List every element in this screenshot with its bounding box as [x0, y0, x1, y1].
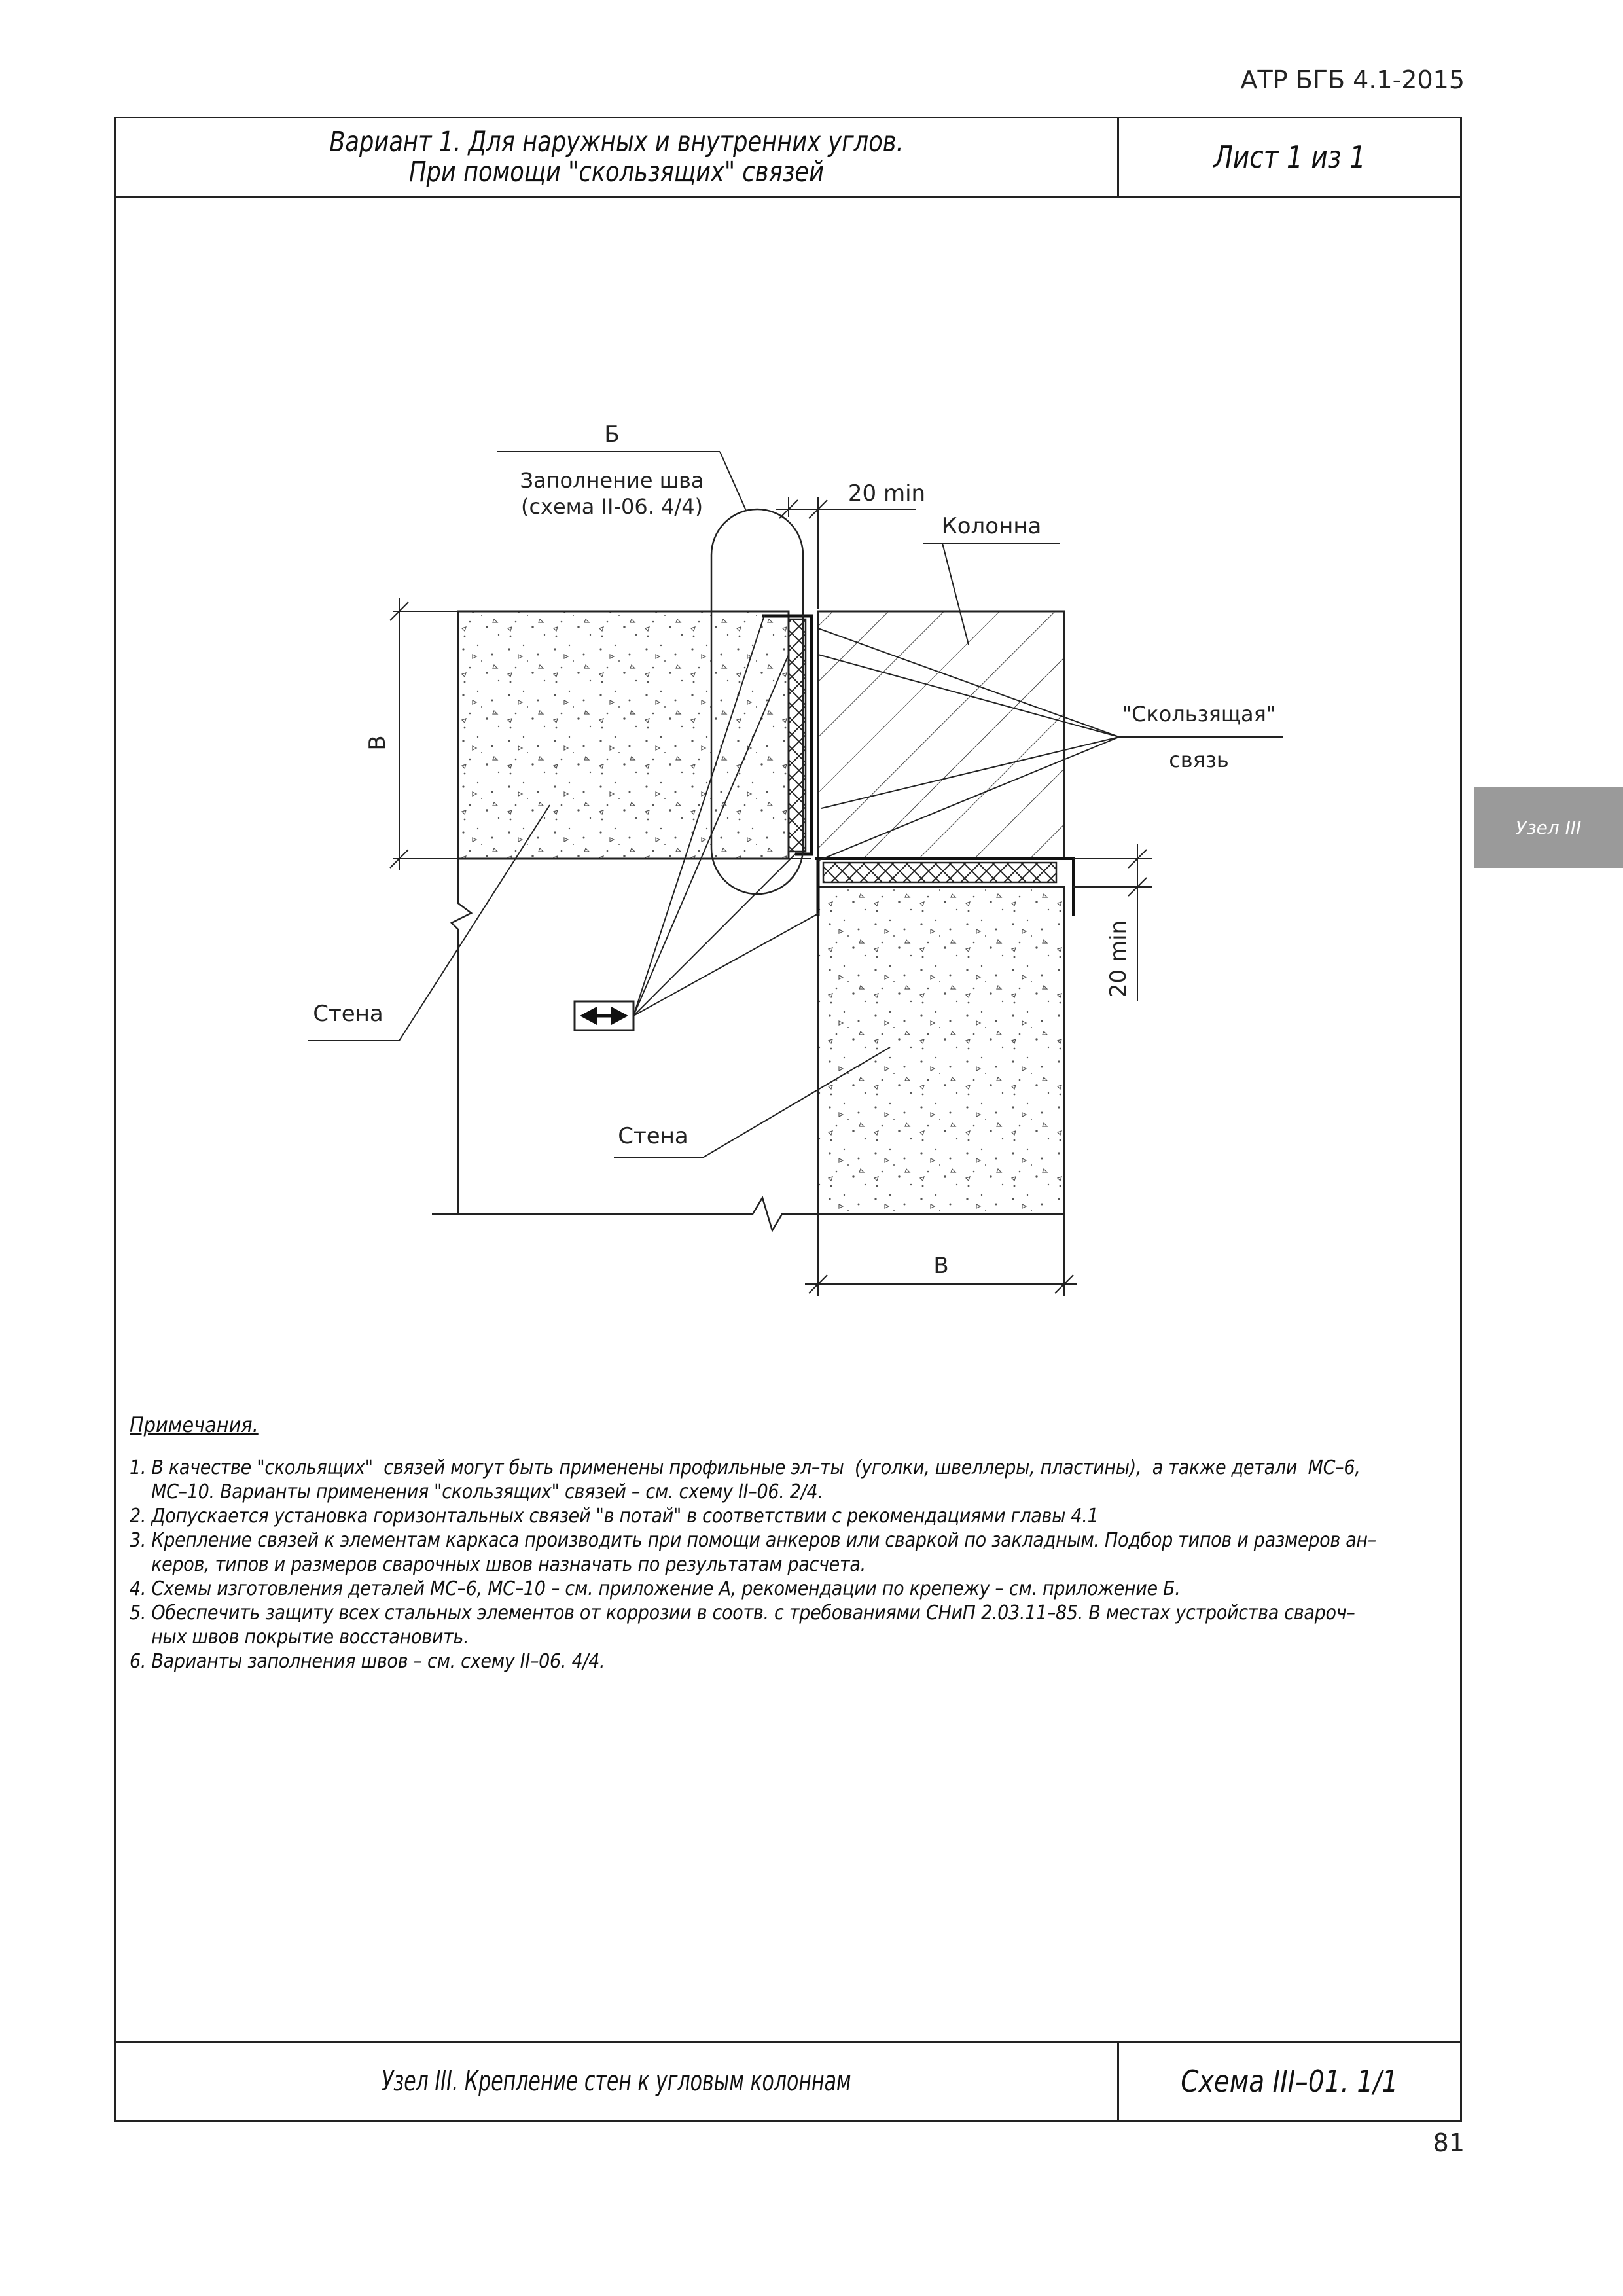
seam-fill-label-1: Заполнение шва [520, 468, 704, 493]
note-5: 5. Обеспечить защиту всех стальных элементов от коррозии в соотв. с требованиями СНиП 2.03.11–85. В местах устройства свароч– ных швов покрытие восстановить. [130, 1602, 1355, 1649]
wall-upper [458, 611, 789, 859]
notes-title: Примечания. [130, 1412, 259, 1437]
dim-b-bottom: В [933, 1253, 949, 1279]
column [818, 611, 1064, 859]
sliding-link-label-2: связь [1169, 747, 1229, 772]
wall-right-label: Стена [618, 1123, 688, 1149]
document-code: АТР БГБ 4.1-2015 [1240, 65, 1465, 94]
sheet-number-text: Лист 1 из 1 [1213, 139, 1366, 175]
scheme-code [1117, 2043, 1460, 2120]
notes-section [130, 1412, 1445, 1674]
section-tab-label: Узел III [1515, 816, 1582, 838]
note-4: 4. Схемы изготовления деталей МС–6, МС–10 – см. приложение А, рекомендации по крепежу – см. приложение Б. [130, 1577, 1181, 1600]
variant-title-line2: При помощи "скользящих" связей [408, 156, 825, 188]
sliding-link-label-1: "Скользящая" [1122, 702, 1276, 726]
note-6: 6. Варианты заполнения швов – см. схему II–06. 4/4. [130, 1650, 605, 1673]
dim-20-right: 20 min [1105, 920, 1132, 998]
title-block-bottom [116, 2041, 1460, 2120]
dim-20-top: 20 min [847, 480, 926, 507]
dim-b-left: В [365, 735, 391, 751]
column-label: Колонна [941, 513, 1042, 539]
note-2: 2. Допускается установка горизонтальных связей "в потай" в соответствии с рекомендациями главы 4.1 [130, 1505, 1099, 1528]
node-title [206, 2043, 1027, 2120]
node-title-text: Узел III. Крепление стен к угловым колоннам [382, 2065, 851, 2098]
seam-fill-label-2: (схема II-06. 4/4) [520, 494, 704, 519]
note-3: 3. Крепление связей к элементам каркаса производить при помощи анкеров или сваркой по закладным. Подбор типов и размеров ан– керов, типов и размеров сварочных швов назначать по результатам расчета. [130, 1529, 1376, 1576]
wall-left-label: Стена [313, 1001, 383, 1027]
variant-title-line1: Вариант 1. Для наружных и внутренних углов. [329, 126, 904, 158]
wall-lower [818, 887, 1064, 1214]
scheme-code-text: Схема III–01. 1/1 [1181, 2064, 1399, 2099]
note-1: 1. В качестве "скольящих" связей могут быть применены профильные эл–ты (уголки, швеллеры, пластины), а также детали МС–6, МС–10. Варианты применения "скользящих" связей – см. схему II–06. 2/4. [130, 1456, 1361, 1503]
page-number: 81 [1433, 2128, 1465, 2157]
insulation-horizontal [823, 863, 1056, 882]
label-b-section: Б [604, 422, 620, 448]
